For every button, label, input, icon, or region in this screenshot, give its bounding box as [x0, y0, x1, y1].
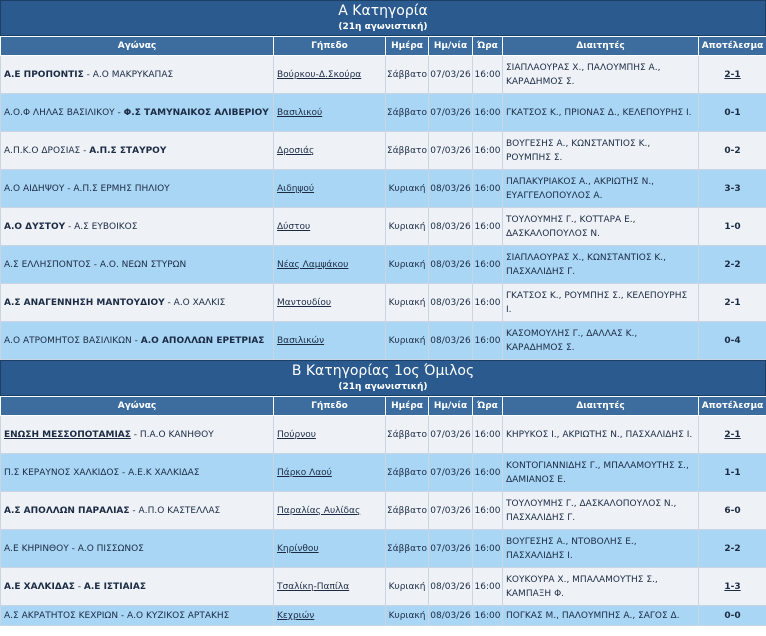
time-cell: 16:00 [473, 454, 503, 492]
date-cell: 08/03/26 [429, 284, 473, 322]
match-separator: - [65, 221, 75, 232]
away-team: Α.Σ ΕΥΒΟΙΚΟΣ [74, 221, 138, 232]
away-team: Α.Ο. ΝΕΩΝ ΣΤΥΡΩΝ [99, 259, 187, 270]
referees-cell: ΠΟΓΚΑΣ Μ., ΠΑΛΟΥΜΠΗΣ Α., ΣΑΓΟΣ Δ. [503, 606, 699, 626]
day-cell: Κυριακή [386, 246, 429, 284]
referees-cell: ΓΚΑΤΣΟΣ Κ., ΡΟΥΜΠΗΣ Σ., ΚΕΛΕΠΟΥΡΗΣ Ι. [503, 284, 699, 322]
away-team: Α.Π.Σ ΕΡΜΗΣ ΠΗΛΙΟΥ [73, 183, 170, 194]
section-subtitle: (21η αγωνιστική) [338, 22, 428, 32]
referees-cell: ΤΟΥΛΟΥΜΗΣ Γ., ΚΟΤΤΑΡΑ Ε., ΔΑΣΚΑΛΟΠΟΥΛΟΣ Ν. [503, 208, 699, 246]
result-value[interactable]: 2-1 [724, 69, 741, 80]
date-cell: 07/03/26 [429, 132, 473, 170]
match-cell [1, 492, 274, 530]
section-subtitle: (21η αγωνιστική) [338, 382, 428, 392]
venue-cell[interactable] [274, 132, 386, 170]
referees-cell: ΣΙΑΠΛΑΟΥΡΑΣ Χ., ΚΩΝΣΤΑΝΤΙΟΣ Κ., ΠΑΣΧΑΛΙΔΗΣ Γ. [503, 246, 699, 284]
match-separator: - [130, 429, 140, 440]
venue-cell[interactable] [274, 322, 386, 360]
match-separator: - [114, 107, 124, 118]
result-value[interactable]: 2-1 [724, 429, 741, 440]
result-cell [699, 530, 766, 568]
home-team: Α.Ο ΑΙΔΗΨΟΥ [4, 183, 65, 194]
home-team: Α.Ε ΚΗΡΙΝΘΟΥ [4, 543, 69, 554]
away-team: Π.Α.Ο ΚΑΝΗΘΟΥ [139, 429, 214, 440]
referees-cell: ΒΟΥΓΕΣΗΣ Α., ΝΤΟΒΟΛΗΣ Ε., ΠΑΣΧΑΛΙΔΗΣ Ι. [503, 530, 699, 568]
day-cell: Σάββατο [386, 530, 429, 568]
venue-link[interactable]: Κηρίνθου [277, 543, 319, 554]
home-team: ΕΝΩΣΗ ΜΕΣΣΟΠΟΤΑΜΙΑΣ [4, 429, 131, 440]
date-cell: 07/03/26 [429, 530, 473, 568]
venue-cell[interactable] [274, 246, 386, 284]
time-cell: 16:00 [473, 530, 503, 568]
table-row [1, 170, 766, 208]
table-row [1, 606, 766, 626]
day-cell: Κυριακή [386, 322, 429, 360]
home-team: Α.Σ ΑΝΑΓΕΝΝΗΣΗ ΜΑΝΤΟΥΔΙΟΥ [4, 297, 165, 308]
time-cell: 16:00 [473, 416, 503, 454]
time-cell: 16:00 [473, 284, 503, 322]
result-value: 6-0 [724, 505, 741, 516]
match-cell [1, 322, 274, 360]
away-team: Α.Ο ΑΠΟΛΛΩΝ ΕΡΕΤΡΙΑΣ [140, 335, 265, 346]
table-row [1, 416, 766, 454]
date-cell: 07/03/26 [429, 454, 473, 492]
result-cell[interactable] [699, 568, 766, 606]
venue-link[interactable]: Βούρκου-Δ.Σκούρα [277, 69, 362, 80]
time-cell: 16:00 [473, 170, 503, 208]
match-cell [1, 530, 274, 568]
result-cell [699, 246, 766, 284]
match-cell [1, 170, 274, 208]
result-value: 0-4 [724, 335, 741, 346]
time-cell: 16:00 [473, 94, 503, 132]
venue-link[interactable]: Βασιλικών [277, 335, 325, 346]
result-value[interactable]: 1-3 [724, 581, 741, 592]
away-team: Φ.Σ ΤΑΜΥΝΑΙΚΟΣ ΑΛΙΒΕΡΙΟΥ [123, 107, 269, 118]
table-row [1, 492, 766, 530]
time-cell: 16:00 [473, 208, 503, 246]
match-cell [1, 416, 274, 454]
home-team: Α.Ο ΑΤΡΟΜΗΤΟΣ ΒΑΣΙΛΙΚΩΝ [4, 335, 132, 346]
day-cell: Κυριακή [386, 170, 429, 208]
away-team: Α.Ο ΚΥΖΙΚΟΣ ΑΡΤΑΚΗΣ [127, 610, 230, 621]
time-cell: 16:00 [473, 246, 503, 284]
col-referees: Διαιτητές [503, 37, 699, 56]
home-team: Α.Ο ΔΥΣΤΟΥ [4, 221, 66, 232]
venue-link[interactable]: Παραλίας Αυλίδας [277, 505, 361, 516]
day-cell: Σάββατο [386, 94, 429, 132]
result-value: 2-2 [724, 259, 741, 270]
fixtures-table-b [0, 396, 766, 626]
table-row [1, 568, 766, 606]
table-row [1, 132, 766, 170]
date-cell: 08/03/26 [429, 606, 473, 626]
result-cell [699, 208, 766, 246]
date-cell: 08/03/26 [429, 246, 473, 284]
day-cell: Σάββατο [386, 416, 429, 454]
venue-cell[interactable] [274, 416, 386, 454]
day-cell: Κυριακή [386, 208, 429, 246]
away-team: Α.Π.Ο ΚΑΣΤΕΛΛΑΣ [138, 505, 221, 516]
result-cell [699, 492, 766, 530]
venue-link[interactable]: Βασιλικού [277, 107, 323, 118]
time-cell: 16:00 [473, 606, 503, 626]
day-cell: Σάββατο [386, 492, 429, 530]
referees-cell: ΚΟΥΚΟΥΡΑ Χ., ΜΠΑΛΑΜΟΥΤΗΣ Σ., ΚΑΜΠΑΞΗ Φ. [503, 568, 699, 606]
result-value: 0-1 [724, 107, 741, 118]
result-cell [699, 454, 766, 492]
match-separator: - [119, 467, 129, 478]
date-cell: 07/03/26 [429, 416, 473, 454]
date-cell: 08/03/26 [429, 208, 473, 246]
table-row [1, 94, 766, 132]
time-cell: 16:00 [473, 132, 503, 170]
day-cell: Κυριακή [386, 606, 429, 626]
date-cell: 07/03/26 [429, 492, 473, 530]
col-match: Αγώνας [1, 37, 274, 56]
time-cell: 16:00 [473, 568, 503, 606]
result-value: 0-0 [724, 610, 741, 621]
result-cell [699, 94, 766, 132]
home-team: Π.Σ ΚΕΡΑΥΝΟΣ ΧΑΛΚΙΔΟΣ [4, 467, 120, 478]
home-team: Α.Ο.Φ ΛΗΛΑΣ ΒΑΣΙΛΙΚΟΥ [4, 107, 115, 118]
result-cell [699, 322, 766, 360]
referees-cell: ΓΚΑΤΣΟΣ Κ., ΠΡΙΟΝΑΣ Δ., ΚΕΛΕΠΟΥΡΗΣ Ι. [503, 94, 699, 132]
home-team: Α.Σ ΕΛΛΗΣΠΟΝΤΟΣ [4, 259, 91, 270]
fixtures-table-a [0, 36, 766, 360]
venue-link[interactable]: Νέας Λαμψάκου [277, 259, 349, 270]
date-cell: 08/03/26 [429, 568, 473, 606]
day-cell: Σάββατο [386, 454, 429, 492]
result-value: 2-2 [724, 543, 741, 554]
match-separator: - [80, 145, 90, 156]
col-match: Αγώνας [1, 397, 274, 416]
col-time: Ώρα [473, 397, 503, 416]
match-separator: - [129, 505, 139, 516]
match-cell [1, 568, 274, 606]
section-header-b [0, 360, 766, 396]
match-cell [1, 246, 274, 284]
date-cell: 08/03/26 [429, 322, 473, 360]
venue-link[interactable]: Δροσιάς [277, 145, 315, 156]
date-cell: 08/03/26 [429, 170, 473, 208]
col-time: Ώρα [473, 37, 503, 56]
result-value: 1-1 [724, 467, 741, 478]
venue-link[interactable]: Κεχριών [277, 610, 315, 621]
table-row [1, 284, 766, 322]
referees-cell: ΒΟΥΓΕΣΗΣ Α., ΚΩΝΣΤΑΝΤΙΟΣ Κ., ΡΟΥΜΠΗΣ Σ. [503, 132, 699, 170]
venue-cell[interactable] [274, 530, 386, 568]
venue-cell[interactable] [274, 606, 386, 626]
match-separator: - [64, 183, 74, 194]
col-venue: Γήπεδο [274, 37, 386, 56]
result-value: 3-3 [724, 183, 741, 194]
referees-cell: ΤΟΥΛΟΥΜΗΣ Γ., ΔΑΣΚΑΛΟΠΟΥΛΟΣ Ν., ΠΑΣΧΑΛΙΔΗΣ Γ. [503, 492, 699, 530]
result-value: 1-0 [724, 221, 741, 232]
table-row [1, 322, 766, 360]
match-cell [1, 454, 274, 492]
time-cell: 16:00 [473, 322, 503, 360]
section-title: Α Κατηγορία [338, 3, 428, 19]
result-value: 0-2 [724, 145, 741, 156]
away-team: Α.Π.Σ ΣΤΑΥΡΟΥ [89, 145, 167, 156]
section-header-a [0, 0, 766, 36]
time-cell: 16:00 [473, 56, 503, 94]
match-cell [1, 56, 274, 94]
date-cell: 07/03/26 [429, 56, 473, 94]
result-cell[interactable] [699, 56, 766, 94]
venue-cell[interactable] [274, 56, 386, 94]
venue-cell[interactable] [274, 454, 386, 492]
venue-cell[interactable] [274, 492, 386, 530]
match-cell [1, 132, 274, 170]
venue-cell[interactable] [274, 284, 386, 322]
date-cell: 07/03/26 [429, 94, 473, 132]
table-row [1, 246, 766, 284]
col-date: Ημ/νία [429, 397, 473, 416]
venue-link[interactable]: Πάρκο Λαού [277, 467, 332, 478]
away-team: Α.Ο ΠΙΣΣΩΝΟΣ [77, 543, 144, 554]
match-separator: - [164, 297, 174, 308]
section-title: Β Κατηγορίας 1ος Όμιλος [291, 363, 475, 379]
venue-cell[interactable] [274, 170, 386, 208]
venue-cell[interactable] [274, 568, 386, 606]
match-cell [1, 606, 274, 626]
col-date: Ημ/νία [429, 37, 473, 56]
venue-link[interactable]: Τσαλίκη-Παπίλα [277, 581, 350, 592]
result-cell [699, 132, 766, 170]
col-day: Ημέρα [386, 37, 429, 56]
col-referees: Διαιτητές [503, 397, 699, 416]
referees-cell: ΠΑΠΑΚΥΡΙΑΚΟΣ Α., ΑΚΡΙΩΤΗΣ Ν., ΕΥΑΓΓΕΛΟΠΟΥΛΟΣ Α. [503, 170, 699, 208]
column-header-row [1, 397, 766, 416]
home-team: Α.Ε ΧΑΛΚΙΔΑΣ [4, 581, 75, 592]
venue-link[interactable]: Αιδηψού [277, 183, 315, 194]
home-team: Α.Π.Κ.Ο ΔΡΟΣΙΑΣ [4, 145, 81, 156]
away-team: Α.Ε ΙΣΤΙΑΙΑΣ [83, 581, 146, 592]
referees-cell: ΚΟΝΤΟΓΙΑΝΝΙΔΗΣ Γ., ΜΠΑΛΑΜΟΥΤΗΣ Σ., ΔΑΜΙΑΝΟΣ Ε. [503, 454, 699, 492]
match-separator: - [83, 69, 93, 80]
home-team: Α.Ε ΠΡΟΠΟΝΤΙΣ [4, 69, 84, 80]
time-cell: 16:00 [473, 492, 503, 530]
column-header-row [1, 37, 766, 56]
day-cell: Σάββατο [386, 56, 429, 94]
result-cell[interactable] [699, 416, 766, 454]
table-row [1, 530, 766, 568]
venue-link[interactable]: Μαντουδίου [277, 297, 332, 308]
col-day: Ημέρα [386, 397, 429, 416]
referees-cell: ΣΙΑΠΛΑΟΥΡΑΣ Χ., ΠΑΛΟΥΜΠΗΣ Α., ΚΑΡΑΔΗΜΟΣ Σ. [503, 56, 699, 94]
away-team: Α.Ε.Κ ΧΑΛΚΙΔΑΣ [128, 467, 200, 478]
match-cell [1, 208, 274, 246]
table-row [1, 56, 766, 94]
away-team: Α.Ο ΧΑΛΚΙΣ [173, 297, 226, 308]
referees-cell: ΚΑΣΟΜΟΥΛΗΣ Γ., ΔΑΛΛΑΣ Κ., ΚΑΡΑΔΗΜΟΣ Σ. [503, 322, 699, 360]
col-result: Αποτέλεσμα [699, 37, 766, 56]
home-team: Α.Σ ΑΚΡΑΤΗΤΟΣ ΚΕΧΡΙΩΝ [4, 610, 119, 621]
day-cell: Κυριακή [386, 284, 429, 322]
col-venue: Γήπεδο [274, 397, 386, 416]
venue-cell[interactable] [274, 94, 386, 132]
result-cell [699, 170, 766, 208]
match-separator: - [90, 259, 100, 270]
day-cell: Κυριακή [386, 568, 429, 606]
result-cell [699, 284, 766, 322]
result-value: 2-1 [724, 297, 741, 308]
day-cell: Σάββατο [386, 132, 429, 170]
match-separator: - [68, 543, 78, 554]
table-row [1, 454, 766, 492]
venue-link[interactable]: Πούρνου [277, 429, 316, 440]
match-cell [1, 94, 274, 132]
match-separator: - [74, 581, 84, 592]
referees-cell: ΚΗΡΥΚΟΣ Ι., ΑΚΡΙΩΤΗΣ Ν., ΠΑΣΧΑΛΙΔΗΣ Ι. [503, 416, 699, 454]
match-separator: - [118, 610, 128, 621]
col-result: Αποτέλεσμα [699, 397, 766, 416]
match-cell [1, 284, 274, 322]
home-team: Α.Σ ΑΠΟΛΛΩΝ ΠΑΡΑΛΙΑΣ [4, 505, 130, 516]
match-separator: - [131, 335, 141, 346]
venue-cell[interactable] [274, 208, 386, 246]
venue-link[interactable]: Δύστου [277, 221, 311, 232]
result-cell [699, 606, 766, 626]
away-team: Α.Ο ΜΑΚΡΥΚΑΠΑΣ [92, 69, 174, 80]
table-row [1, 208, 766, 246]
